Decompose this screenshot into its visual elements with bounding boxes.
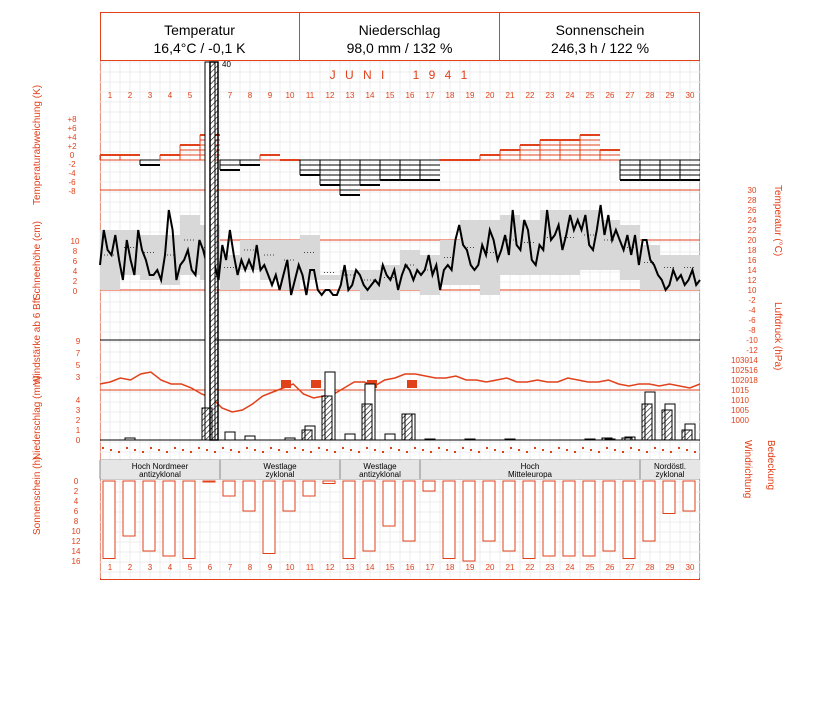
wind-direction-dot	[118, 451, 120, 453]
wind-direction-dot	[110, 449, 112, 451]
sunshine-bar	[223, 481, 235, 496]
temp-dev-tick: +2	[67, 142, 77, 151]
wind-direction-dot	[126, 447, 128, 449]
precip-bar	[285, 438, 295, 440]
wind-direction-dot	[262, 451, 264, 453]
wind-direction-dot	[558, 447, 560, 449]
pressure-tick: 1025	[731, 366, 749, 375]
day-label-top: 5	[187, 91, 193, 100]
wind-direction-dot	[222, 447, 224, 449]
temperature-value: 16,4°C / -0,1 K	[153, 40, 246, 56]
wind-direction-dot	[446, 449, 448, 451]
sunshine-value: 246,3 h / 122 %	[550, 40, 650, 56]
wind-direction-dot	[174, 447, 176, 449]
wind-tick: 3	[75, 373, 81, 382]
wind-direction-dot	[542, 449, 544, 451]
day-label-top: 28	[645, 91, 655, 100]
wind-direction-dot	[654, 447, 656, 449]
precip-hatched-bar	[662, 410, 672, 440]
temp-dev-tick: -2	[68, 160, 76, 169]
sunshine-bar	[243, 481, 255, 511]
wind-direction-dot	[646, 451, 648, 453]
wind-direction-dot	[606, 447, 608, 449]
wind-direction-dot	[438, 447, 440, 449]
wind-direction-dot	[422, 449, 424, 451]
precip-bar	[125, 438, 135, 440]
pressure-tick: 1020	[731, 376, 749, 385]
wind-direction-dot	[598, 451, 600, 453]
sunshine-bar	[183, 481, 195, 559]
wind-direction-dot	[454, 451, 456, 453]
pressure-tick: 1010	[731, 396, 749, 405]
temp-dev-tick: -6	[68, 178, 76, 187]
wind-direction-dot	[462, 447, 464, 449]
precip-peak-bar	[210, 62, 218, 440]
temperature-tick: -4	[748, 306, 756, 315]
wind-direction-dot	[590, 449, 592, 451]
wind-direction-dot	[534, 447, 536, 449]
snow-tick: 8	[72, 247, 78, 256]
temp-range-bar	[320, 275, 340, 280]
day-label-bottom: 28	[645, 563, 655, 572]
wind-direction-dot	[286, 451, 288, 453]
temperature-tick: 26	[747, 206, 757, 215]
day-label-bottom: 11	[305, 563, 315, 572]
precip-hatched-bar	[682, 430, 692, 440]
temperature-tick: 18	[747, 246, 757, 255]
weather-type-sublabel: zyklonal	[655, 470, 685, 479]
day-label-top: 11	[305, 91, 315, 100]
temperature-tick: 22	[747, 226, 757, 235]
temperature-tick: -14	[746, 356, 758, 365]
wind-direction-dot	[614, 449, 616, 451]
sunshine-bar	[523, 481, 535, 559]
sunshine-bar	[563, 481, 575, 556]
wind-direction-dot	[390, 447, 392, 449]
temp-dev-tick: +6	[67, 124, 77, 133]
day-label-top: 17	[425, 91, 435, 100]
wind-direction-dot	[510, 447, 512, 449]
precip-axis-label: Niederschlag (mm)	[32, 375, 43, 460]
weather-type-label: Hoch Nordmeer	[131, 462, 189, 471]
precip-tick: 4	[75, 396, 81, 405]
temp-range-bar	[260, 240, 280, 280]
sun-tick: 6	[73, 507, 79, 516]
temperature-tick: 10	[747, 286, 757, 295]
day-label-bottom: 30	[685, 563, 695, 572]
precip-bar	[385, 434, 395, 440]
wind-direction-dot	[638, 449, 640, 451]
wind-direction-dot	[574, 451, 576, 453]
sunshine-bar	[383, 481, 395, 526]
month-title: J U N I 1 9 4 1	[329, 68, 471, 82]
wind-direction-dot	[134, 449, 136, 451]
wind-direction-dot	[142, 451, 144, 453]
precip-bar	[585, 439, 595, 440]
wind-direction-dot	[406, 451, 408, 453]
sunshine-bar	[123, 481, 135, 536]
day-label-bottom: 8	[247, 563, 253, 572]
day-label-top: 7	[227, 91, 233, 100]
wind-direction-dot	[294, 447, 296, 449]
weather-type-label: Hoch	[520, 462, 540, 471]
snow-axis-label: Schneehöhe (cm)	[32, 221, 43, 300]
wind-direction-dot	[206, 449, 208, 451]
wind-direction-dot	[670, 451, 672, 453]
wind-direction-dot	[678, 447, 680, 449]
day-label-top: 18	[445, 91, 455, 100]
temp-range-bar	[540, 210, 560, 275]
sunshine-bar	[663, 481, 675, 514]
wind-direction-dot	[398, 449, 400, 451]
day-label-bottom: 4	[167, 563, 173, 572]
day-label-bottom: 3	[147, 563, 153, 572]
sunshine-bar	[623, 481, 635, 559]
sunshine-bar	[683, 481, 695, 511]
day-label-bottom: 20	[485, 563, 495, 572]
sunshine-bar	[323, 481, 335, 484]
temp-range-bar	[580, 210, 600, 270]
weather-type-sublabel: antizyklonal	[359, 470, 401, 479]
temperature-tick: -10	[746, 336, 758, 345]
sunshine-title: Sonnenschein	[555, 22, 645, 38]
snow-tick: 4	[72, 267, 78, 276]
day-label-bottom: 9	[267, 563, 273, 572]
precipitation-title: Niederschlag	[358, 22, 441, 38]
wind-direction-dot	[494, 449, 496, 451]
day-label-bottom: 15	[385, 563, 395, 572]
day-label-top: 20	[485, 91, 495, 100]
wind-axis-label: Windstärke ab 6 Bft	[32, 297, 43, 385]
day-label-bottom: 19	[465, 563, 475, 572]
wind-tick: 5	[75, 361, 81, 370]
day-label-bottom: 12	[325, 563, 335, 572]
temperature-tick: 14	[747, 266, 757, 275]
sun-tick: 14	[71, 547, 81, 556]
wind-direction-dot	[550, 451, 552, 453]
day-label-top: 15	[385, 91, 395, 100]
wind-direction-dot	[238, 451, 240, 453]
wind-direction-dot	[230, 449, 232, 451]
wind-direction-label: Windrichtung	[742, 440, 753, 499]
temperature-tick: -16	[746, 366, 758, 375]
temperature-axis-label: Temperatur (°C)	[772, 185, 783, 257]
sunshine-bar	[603, 481, 615, 551]
snow-tick: 0	[72, 287, 78, 296]
cloud-cover-label: Bedeckung	[765, 440, 776, 491]
weather-type-sublabel: zyklonal	[265, 470, 295, 479]
day-label-top: 8	[247, 91, 253, 100]
sun-tick: 4	[73, 497, 79, 506]
precip-bar	[345, 434, 355, 440]
wind-direction-dot	[150, 447, 152, 449]
sunshine-bar	[263, 481, 275, 554]
sunshine-bar	[503, 481, 515, 551]
precip-hatched-bar	[602, 438, 612, 440]
day-label-top: 13	[345, 91, 355, 100]
temperature-tick: 24	[747, 216, 757, 225]
day-label-top: 21	[505, 91, 515, 100]
pressure-tick: 1030	[731, 356, 749, 365]
wind-direction-dot	[214, 451, 216, 453]
temp-dev-tick: +4	[67, 133, 77, 142]
day-label-top: 25	[585, 91, 595, 100]
sunshine-bar	[203, 481, 215, 482]
precip-hatched-bar	[362, 404, 372, 440]
day-label-bottom: 29	[665, 563, 675, 572]
wind-direction-dot	[414, 447, 416, 449]
wind-direction-dot	[190, 451, 192, 453]
day-label-bottom: 1	[107, 563, 113, 572]
sunshine-bar	[163, 481, 175, 556]
wind-direction-dot	[382, 451, 384, 453]
wind-marker	[311, 380, 321, 388]
day-label-top: 30	[685, 91, 695, 100]
temperature-title: Temperatur	[164, 22, 235, 38]
precip-bar	[425, 439, 435, 440]
temp-dev-axis-label: Temperaturabweichung (K)	[32, 84, 43, 205]
temperature-tick: -6	[748, 316, 756, 325]
sunshine-bar	[583, 481, 595, 556]
day-label-bottom: 21	[505, 563, 515, 572]
day-label-bottom: 7	[227, 563, 233, 572]
temp-dev-tick: +8	[67, 115, 77, 124]
day-label-top: 24	[565, 91, 575, 100]
sunshine-bar	[103, 481, 115, 559]
wind-direction-dot	[246, 447, 248, 449]
wind-direction-dot	[102, 447, 104, 449]
temperature-tick: -2	[748, 296, 756, 305]
wind-direction-dot	[478, 451, 480, 453]
wind-direction-dot	[342, 447, 344, 449]
temp-dev-tick: 0	[69, 151, 75, 160]
wind-direction-dot	[254, 449, 256, 451]
sunshine-bar	[143, 481, 155, 551]
precip-tick: 1	[75, 426, 81, 435]
precip-tick: 2	[75, 416, 81, 425]
day-label-top: 26	[605, 91, 615, 100]
pressure-axis-label: Luftdruck (hPa)	[772, 302, 783, 371]
sun-tick: 8	[73, 517, 79, 526]
sunshine-bar	[443, 481, 455, 559]
weather-type-sublabel: antizyklonal	[139, 470, 181, 479]
wind-direction-dot	[502, 451, 504, 453]
precip-bar	[225, 432, 235, 440]
precip-hatched-bar	[642, 404, 652, 440]
wind-direction-dot	[310, 451, 312, 453]
sun-tick: 0	[73, 477, 79, 486]
wind-direction-dot	[302, 449, 304, 451]
day-label-top: 29	[665, 91, 675, 100]
day-label-bottom: 22	[525, 563, 535, 572]
sunshine-bar	[303, 481, 315, 496]
wind-direction-dot	[358, 451, 360, 453]
day-label-bottom: 27	[625, 563, 635, 572]
wind-tick: 7	[75, 349, 81, 358]
day-label-top: 2	[127, 91, 133, 100]
precipitation-value: 98,0 mm / 132 %	[346, 40, 453, 56]
day-label-bottom: 24	[565, 563, 575, 572]
temperature-tick: 20	[747, 236, 757, 245]
day-label-bottom: 16	[405, 563, 415, 572]
wind-tick: 9	[75, 337, 81, 346]
wind-direction-dot	[470, 449, 472, 451]
wind-direction-dot	[486, 447, 488, 449]
sun-axis-label: Sonnenschein (h)	[32, 456, 43, 535]
wind-direction-dot	[582, 447, 584, 449]
wind-direction-dot	[326, 449, 328, 451]
wind-direction-dot	[686, 449, 688, 451]
wind-direction-dot	[566, 449, 568, 451]
sunshine-bar	[283, 481, 295, 511]
day-label-top: 12	[325, 91, 335, 100]
precip-hatched-bar	[402, 414, 412, 440]
wind-direction-dot	[694, 451, 696, 453]
temperature-tick: -8	[748, 326, 756, 335]
day-label-top: 14	[365, 91, 375, 100]
temp-range-bar	[640, 245, 660, 290]
wind-direction-dot	[430, 451, 432, 453]
sunshine-bars	[103, 481, 695, 561]
sunshine-bar	[483, 481, 495, 541]
peak-value-label: 40	[222, 60, 231, 69]
day-label-top: 23	[545, 91, 555, 100]
precip-tick: 0	[75, 436, 81, 445]
wind-direction-dot	[334, 451, 336, 453]
day-label-top: 10	[285, 91, 295, 100]
day-label-top: 19	[465, 91, 475, 100]
pressure-tick: 1005	[731, 406, 749, 415]
day-label-bottom: 14	[365, 563, 375, 572]
sun-tick: 10	[71, 527, 81, 536]
wind-direction-dot	[518, 449, 520, 451]
sunshine-bar	[423, 481, 435, 491]
day-label-bottom: 26	[605, 563, 615, 572]
wind-marker	[281, 380, 291, 388]
day-label-bottom: 18	[445, 563, 455, 572]
snow-tick: 2	[72, 277, 78, 286]
weather-type-sublabel: Mitteleuropa	[507, 470, 553, 479]
wind-direction-dot	[630, 447, 632, 449]
sun-tick: 2	[73, 487, 79, 496]
wind-direction-dot	[166, 451, 168, 453]
wind-direction-dot	[158, 449, 160, 451]
day-label-bottom: 5	[187, 563, 193, 572]
wind-direction-dot	[374, 449, 376, 451]
day-label-bottom: 2	[127, 563, 133, 572]
temperature-tick: 30	[747, 186, 757, 195]
day-label-bottom: 25	[585, 563, 595, 572]
wind-direction-dot	[366, 447, 368, 449]
day-label-top: 4	[167, 91, 173, 100]
sunshine-bar	[403, 481, 415, 541]
day-label-top: 22	[525, 91, 535, 100]
wind-direction-dot	[318, 447, 320, 449]
precip-hatched-bar	[322, 396, 332, 440]
day-label-bottom: 10	[285, 563, 295, 572]
temperature-tick: 16	[747, 256, 757, 265]
wind-direction-dot	[198, 447, 200, 449]
precip-bar	[245, 436, 255, 440]
day-label-top: 16	[405, 91, 415, 100]
wind-direction-dot	[662, 449, 664, 451]
day-label-bottom: 6	[207, 563, 213, 572]
temperature-tick: 12	[747, 276, 757, 285]
temperature-tick: 28	[747, 196, 757, 205]
pressure-tick: 1015	[731, 386, 749, 395]
weather-type-label: Nordöstl.	[653, 462, 687, 471]
temp-dev-tick: -8	[68, 187, 76, 196]
snow-tick: 6	[72, 257, 78, 266]
precip-tick: 3	[75, 406, 81, 415]
temperature-tick: -18	[746, 376, 758, 385]
sunshine-bar	[343, 481, 355, 559]
day-label-bottom: 17	[425, 563, 435, 572]
day-label-bottom: 23	[545, 563, 555, 572]
weather-type-label: Westlage	[263, 462, 297, 471]
snow-tick: 10	[70, 237, 80, 246]
day-label-top: 9	[267, 91, 273, 100]
precip-bar	[465, 439, 475, 440]
wind-direction-dot	[182, 449, 184, 451]
pressure-tick: 1000	[731, 416, 749, 425]
day-label-bottom: 13	[345, 563, 355, 572]
day-label-top: 3	[147, 91, 153, 100]
sun-tick: 16	[71, 557, 81, 566]
day-label-top: 1	[107, 91, 113, 100]
wind-marker	[407, 380, 417, 388]
sunshine-bar	[643, 481, 655, 541]
wind-direction-dot	[270, 447, 272, 449]
temp-dev-tick: -4	[68, 169, 76, 178]
precip-hatched-bar	[622, 438, 632, 440]
sunshine-bar	[543, 481, 555, 556]
sunshine-bar	[463, 481, 475, 561]
wind-direction-dot	[278, 449, 280, 451]
precip-bar	[505, 439, 515, 440]
precip-hatched-bar	[302, 430, 312, 440]
wind-direction-dot	[350, 449, 352, 451]
weather-type-label: Westlage	[363, 462, 397, 471]
day-label-top: 27	[625, 91, 635, 100]
temperature-tick: -12	[746, 346, 758, 355]
wind-direction-dot	[622, 451, 624, 453]
sun-tick: 12	[71, 537, 81, 546]
sunshine-bar	[363, 481, 375, 551]
temp-range-bar	[460, 220, 480, 285]
wind-direction-dot	[526, 451, 528, 453]
